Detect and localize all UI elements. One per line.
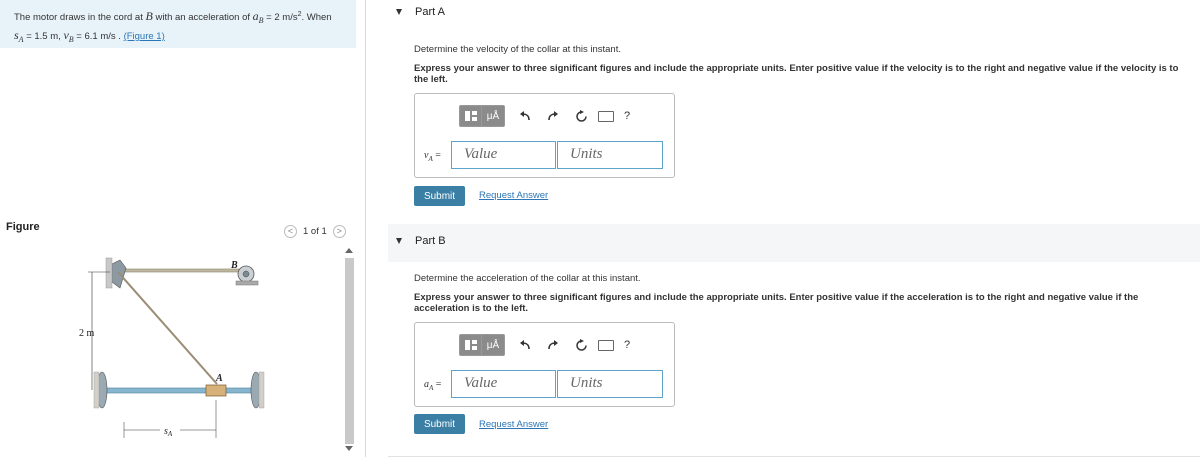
part-b-title: Part B <box>415 235 446 247</box>
scroll-thumb[interactable] <box>345 258 354 444</box>
part-a-prompt: Determine the velocity of the collar at this instant. <box>414 44 621 55</box>
units-mu-button[interactable]: μÅ <box>482 334 505 356</box>
problem-var-sub: A <box>18 34 24 44</box>
reset-icon[interactable] <box>573 108 589 124</box>
label-A: A <box>216 373 223 384</box>
answer-pane <box>388 0 1200 457</box>
part-a-answer-box <box>414 93 675 178</box>
part-b-var-label: $a_A$ = <box>424 379 442 392</box>
right-wall <box>259 372 264 408</box>
figure-page-count: 1 of 1 <box>303 225 327 237</box>
part-b-toolbar <box>459 334 630 356</box>
motor-base <box>236 281 258 285</box>
part-b-units-input[interactable]: Units <box>557 370 663 398</box>
prev-figure-button[interactable]: < <box>284 225 297 238</box>
figure-scrollbar[interactable] <box>343 244 355 456</box>
horizontal-bar <box>106 388 258 393</box>
undo-icon[interactable] <box>517 337 533 353</box>
problem-var: s <box>14 28 19 43</box>
label-B: B <box>231 260 238 271</box>
part-b-prompt: Determine the acceleration of the collar at this instant. <box>414 273 641 284</box>
problem-var: B <box>145 9 153 24</box>
part-a-title: Part A <box>415 6 445 18</box>
redo-icon[interactable] <box>545 108 561 124</box>
problem-var: v <box>63 28 69 43</box>
problem-statement <box>0 0 356 48</box>
problem-pane <box>0 0 366 457</box>
problem-value: = 2 m/s <box>263 12 298 24</box>
problem-var: a <box>252 9 259 24</box>
problem-value: = 1.5 m, <box>23 31 64 43</box>
part-b-submit-button[interactable]: Submit <box>414 414 465 434</box>
problem-text: . When <box>301 12 332 24</box>
templates-icon[interactable] <box>459 105 482 127</box>
collapse-triangle-icon[interactable] <box>396 238 402 244</box>
part-a-submit-button[interactable]: Submit <box>414 186 465 206</box>
scroll-up-arrow-icon[interactable] <box>345 248 353 253</box>
part-b-instruction: Express your answer to three significant figures and include the appropriate units. Enter positive value if the acceleration is to the right and negative value if the acceleration is to the left. <box>414 292 1139 314</box>
scroll-down-arrow-icon[interactable] <box>345 446 353 451</box>
figure-pager <box>284 224 346 238</box>
part-b-request-answer-link[interactable]: Request Answer <box>479 419 549 430</box>
cord <box>118 272 217 384</box>
part-b-answer-box <box>414 322 675 407</box>
collar-A <box>206 385 226 396</box>
problem-text: The motor draws in the cord at <box>14 12 146 24</box>
dimension-label-2m: 2 m <box>79 328 95 339</box>
motor-hub <box>243 271 249 277</box>
figure-heading: Figure <box>6 221 40 233</box>
part-a-instruction: Express your answer to three significant figures and include the appropriate units. Enter positive value if the velocity is to the right and negative value if the velocity is to the left. <box>414 63 1179 85</box>
problem-var-sub: B <box>258 16 264 26</box>
top-left-wall <box>106 258 112 288</box>
part-b-value-input[interactable]: Value <box>451 370 556 398</box>
reset-icon[interactable] <box>573 337 589 353</box>
keyboard-icon[interactable] <box>598 111 614 122</box>
figure-link[interactable]: (Figure 1) <box>123 31 165 43</box>
part-a-request-answer-link[interactable]: Request Answer <box>479 190 549 201</box>
units-mu-button[interactable]: μÅ <box>482 105 505 127</box>
redo-icon[interactable] <box>545 337 561 353</box>
problem-value: = 6.1 m/s . <box>73 31 124 43</box>
help-icon[interactable]: ? <box>624 339 631 351</box>
collar-pulley-figure <box>76 254 276 444</box>
keyboard-icon[interactable] <box>598 340 614 351</box>
part-b-header[interactable] <box>388 231 1200 251</box>
label-sA: $s_A$ <box>164 426 173 438</box>
undo-icon[interactable] <box>517 108 533 124</box>
top-rod <box>116 269 246 272</box>
problem-text: with an acceleration of <box>152 12 253 24</box>
left-wall <box>94 372 99 408</box>
part-a-toolbar <box>459 105 630 127</box>
problem-var-sub: B <box>68 34 74 44</box>
part-a-header[interactable] <box>388 2 1200 22</box>
problem-exponent: 2 <box>297 11 302 18</box>
part-a-var-label: $v_A$ = <box>424 150 441 163</box>
collapse-triangle-icon[interactable] <box>396 9 402 15</box>
part-a-units-input[interactable]: Units <box>557 141 663 169</box>
part-a-value-input[interactable]: Value <box>451 141 556 169</box>
next-figure-button[interactable]: > <box>333 225 346 238</box>
help-icon[interactable]: ? <box>624 110 631 122</box>
templates-icon[interactable] <box>459 334 482 356</box>
